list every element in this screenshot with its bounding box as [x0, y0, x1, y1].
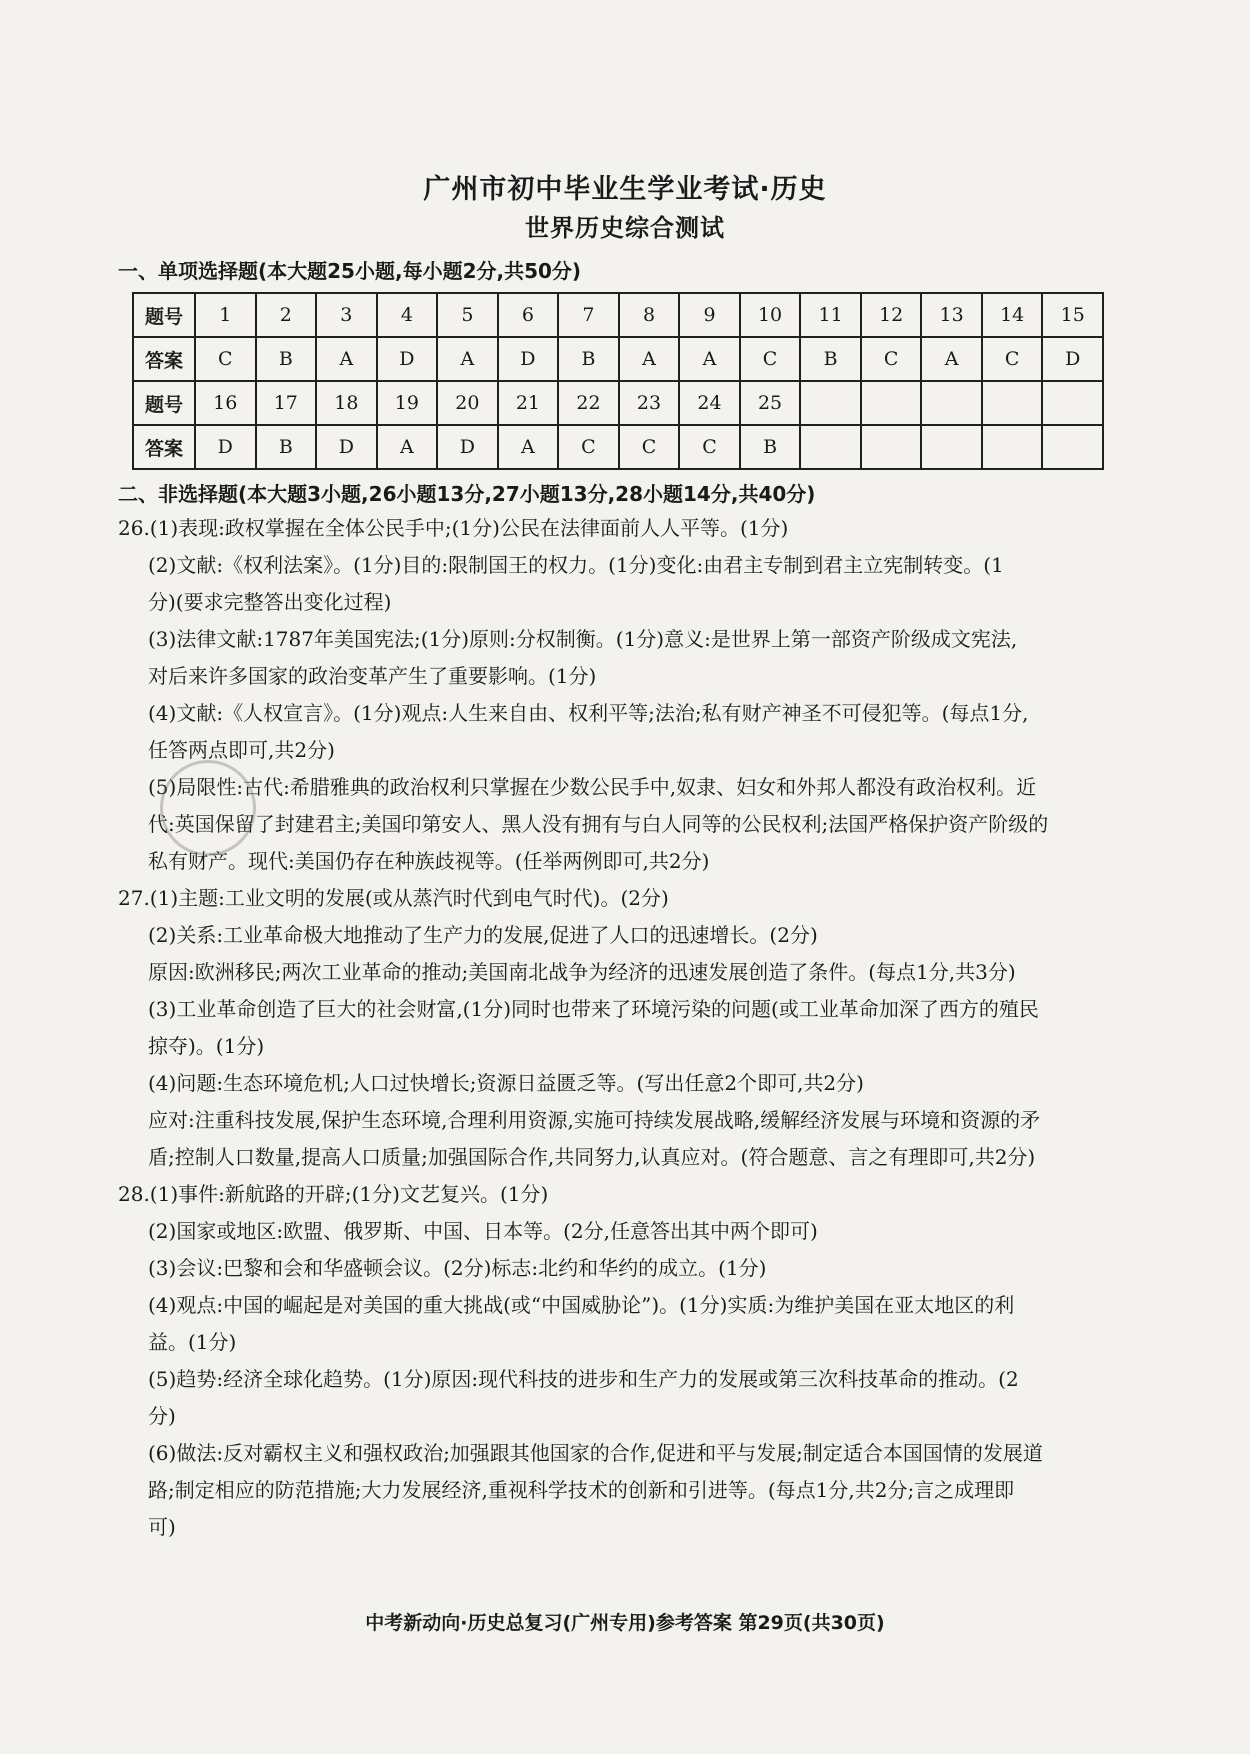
answer-line: 路;制定相应的防范措施;大力发展经济,重视科学技术的创新和引进等。(每点1分,共2分;言之成理即: [148, 1478, 1015, 1502]
answer-line: (6)做法:反对霸权主义和强权政治;加强跟其他国家的合作,促进和平与发展;制定适合本国国情的发展道: [148, 1441, 1043, 1465]
answer-line: 27.(1)主题:工业文明的发展(或从蒸汽时代到电气时代)。(2分): [118, 886, 669, 910]
table-cell: 3: [316, 293, 377, 337]
table-row: [133, 337, 1103, 381]
answer-line: 代:英国保留了封建君主;美国印第安人、黑人没有拥有与白人同等的公民权利;法国严格保护资产阶级的: [148, 812, 1049, 836]
table-cell: A: [921, 337, 982, 381]
table-cell: D: [498, 337, 559, 381]
table-cell: 15: [1042, 293, 1103, 337]
table-cell: [982, 425, 1043, 469]
table-cell: A: [679, 337, 740, 381]
table-cell: [1042, 381, 1103, 425]
table-cell: D: [195, 425, 256, 469]
table-cell: C: [679, 425, 740, 469]
table-cell: 17: [256, 381, 317, 425]
table-cell: B: [558, 337, 619, 381]
table-cell: A: [619, 337, 680, 381]
table-cell: A: [498, 425, 559, 469]
table-row: [133, 381, 1103, 425]
answer-line: 可): [148, 1515, 176, 1539]
table-cell: B: [256, 337, 317, 381]
table-cell: 21: [498, 381, 559, 425]
table-cell: [921, 425, 982, 469]
answer-line: 应对:注重科技发展,保护生态环境,合理利用资源,实施可持续发展战略,缓解经济发展与环境和资源的矛: [148, 1108, 1041, 1132]
table-cell: [861, 381, 922, 425]
answer-line: 盾;控制人口数量,提高人口质量;加强国际合作,共同努力,认真应对。(符合题意、言之有理即可,共2分): [148, 1145, 1036, 1169]
table-cell: A: [316, 337, 377, 381]
answer-line: (3)工业革命创造了巨大的社会财富,(1分)同时也带来了环境污染的问题(或工业革命加深了西方的殖民: [148, 997, 1039, 1021]
table-cell: C: [740, 337, 801, 381]
answer-line: 私有财产。现代:美国仍存在种族歧视等。(任举两例即可,共2分): [148, 849, 710, 873]
table-cell: 20: [437, 381, 498, 425]
page-footer: 中考新动向·历史总复习(广州专用)参考答案 第29页(共30页): [365, 1612, 885, 1634]
table-cell: 25: [740, 381, 801, 425]
table-cell: C: [558, 425, 619, 469]
table-row: [133, 425, 1103, 469]
table-cell: B: [256, 425, 317, 469]
table-cell: 9: [679, 293, 740, 337]
table-cell: 14: [982, 293, 1043, 337]
stamp-mark: [160, 760, 256, 856]
answer-line: 26.(1)表现:政权掌握在全体公民手中;(1分)公民在法律面前人人平等。(1分): [118, 516, 789, 540]
answer-line: 掠夺)。(1分): [148, 1034, 265, 1058]
section-heading-choice: 一、单项选择题(本大题25小题,每小题2分,共50分): [118, 259, 582, 283]
answer-line: 任答两点即可,共2分): [148, 738, 335, 762]
table-cell: 13: [921, 293, 982, 337]
answer-line: (2)国家或地区:欧盟、俄罗斯、中国、日本等。(2分,任意答出其中两个即可): [148, 1219, 818, 1243]
answer-line: 对后来许多国家的政治变革产生了重要影响。(1分): [148, 664, 597, 688]
answer-line: (5)局限性:古代:希腊雅典的政治权利只掌握在少数公民手中,奴隶、妇女和外邦人都没有政治权利。近: [148, 775, 1037, 799]
table-cell: B: [800, 337, 861, 381]
table-cell: D: [377, 337, 438, 381]
table-cell: 2: [256, 293, 317, 337]
table-cell: 10: [740, 293, 801, 337]
answer-line: 分): [148, 1404, 176, 1428]
page-title: 广州市初中毕业生学业考试·历史: [423, 174, 827, 205]
table-cell: 1: [195, 293, 256, 337]
table-cell: 11: [800, 293, 861, 337]
answer-line: (4)问题:生态环境危机;人口过快增长;资源日益匮乏等。(写出任意2个即可,共2分): [148, 1071, 864, 1095]
table-cell: D: [316, 425, 377, 469]
answer-line: 28.(1)事件:新航路的开辟;(1分)文艺复兴。(1分): [118, 1182, 549, 1206]
answer-text: [118, 510, 1118, 1546]
table-cell: A: [437, 337, 498, 381]
row-label: 题号: [133, 381, 195, 425]
table-cell: C: [861, 337, 922, 381]
table-cell: [1042, 425, 1103, 469]
table-cell: C: [982, 337, 1043, 381]
table-cell: [861, 425, 922, 469]
table-cell: 23: [619, 381, 680, 425]
table-cell: 12: [861, 293, 922, 337]
table-cell: 5: [437, 293, 498, 337]
table-cell: 18: [316, 381, 377, 425]
table-cell: D: [1042, 337, 1103, 381]
page-subtitle: 世界历史综合测试: [525, 214, 725, 242]
table-cell: [800, 381, 861, 425]
table-cell: 7: [558, 293, 619, 337]
table-cell: [982, 381, 1043, 425]
table-cell: 4: [377, 293, 438, 337]
table-cell: A: [377, 425, 438, 469]
row-label: 题号: [133, 293, 195, 337]
answer-line: (3)法律文献:1787年美国宪法;(1分)原则:分权制衡。(1分)意义:是世界上第一部资产阶级成文宪法,: [148, 627, 1018, 651]
table-cell: 6: [498, 293, 559, 337]
answer-line: (4)观点:中国的崛起是对美国的重大挑战(或“中国威胁论”)。(1分)实质:为维护美国在亚太地区的利: [148, 1293, 1015, 1317]
table-cell: 24: [679, 381, 740, 425]
answer-line: (2)文献:《权利法案》。(1分)目的:限制国王的权力。(1分)变化:由君主专制到君主立宪制转变。(1: [148, 553, 1004, 577]
row-label: 答案: [133, 425, 195, 469]
answer-line: (5)趋势:经济全球化趋势。(1分)原因:现代科技的进步和生产力的发展或第三次科技革命的推动。(2: [148, 1367, 1019, 1391]
table-cell: D: [437, 425, 498, 469]
table-cell: [800, 425, 861, 469]
answer-line: 原因:欧洲移民;两次工业革命的推动;美国南北战争为经济的迅速发展创造了条件。(每点1分,共3分): [148, 960, 1016, 984]
table-cell: 19: [377, 381, 438, 425]
answer-line: 益。(1分): [148, 1330, 237, 1354]
row-label: 答案: [133, 337, 195, 381]
table-row: [133, 293, 1103, 337]
answer-table: [132, 292, 1104, 470]
section-heading-essay: 二、非选择题(本大题3小题,26小题13分,27小题13分,28小题14分,共40分): [118, 482, 816, 506]
table-cell: 8: [619, 293, 680, 337]
table-cell: B: [740, 425, 801, 469]
answer-line: (4)文献:《人权宣言》。(1分)观点:人生来自由、权利平等;法治;私有财产神圣不可侵犯等。(每点1分,: [148, 701, 1029, 725]
answer-line: (3)会议:巴黎和会和华盛顿会议。(2分)标志:北约和华约的成立。(1分): [148, 1256, 767, 1280]
table-cell: C: [195, 337, 256, 381]
answer-line: (2)关系:工业革命极大地推动了生产力的发展,促进了人口的迅速增长。(2分): [148, 923, 818, 947]
table-cell: 22: [558, 381, 619, 425]
table-cell: C: [619, 425, 680, 469]
answer-line: 分)(要求完整答出变化过程): [148, 590, 392, 614]
table-cell: 16: [195, 381, 256, 425]
table-cell: [921, 381, 982, 425]
